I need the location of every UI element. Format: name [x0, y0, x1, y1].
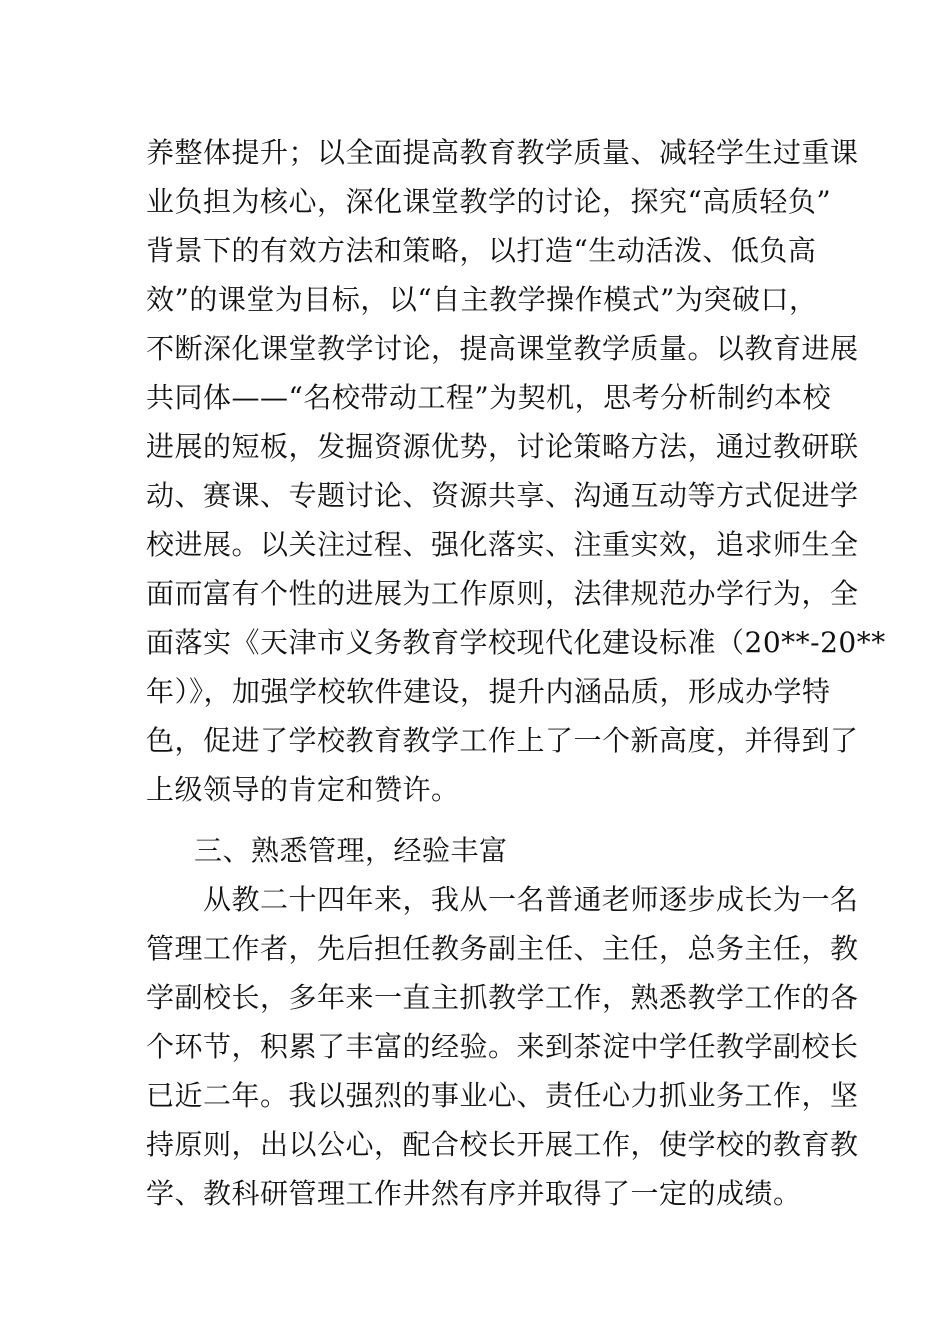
paragraph-line: 持原则，出以公心，配合校长开展工作，使学校的教育教 — [146, 1128, 859, 1161]
paragraph-line: 共同体——“名校带动工程”为契机，思考分析制约本校 — [146, 381, 832, 414]
paragraph-line: 校进展。以关注过程、强化落实、注重实效，追求师生全 — [146, 528, 859, 561]
paragraph-line: 进展的短板，发掘资源优势，讨论策略方法，通过教研联 — [146, 430, 859, 463]
section-heading-text: 三、熟悉管理，经验丰富 — [194, 834, 508, 867]
section-heading — [194, 826, 894, 875]
paragraph-line: 面而富有个性的进展为工作原则，法律规范办学行为，全 — [146, 577, 859, 610]
paragraph-line: 管理工作者，先后担任教务副主任、主任，总务主任，教 — [146, 932, 859, 965]
paragraph-line: 学副校长，多年来一直主抓教学工作，熟悉教学工作的各 — [146, 981, 859, 1014]
paragraph-line: 从教二十四年来，我从一名普通老师逐步成长为一名 — [146, 883, 859, 916]
paragraph-continued — [146, 128, 886, 814]
paragraph-line: 已近二年。我以强烈的事业心、责任心力抓业务工作，坚 — [146, 1079, 859, 1112]
paragraph-line: 年）》，加强学校软件建设，提升内涵品质，形成办学特 — [146, 675, 831, 708]
paragraph-line: 个环节，积累了丰富的经验。来到茶淀中学任教学副校长 — [146, 1030, 859, 1063]
paragraph-line: 色，促进了学校教育教学工作上了一个新高度，并得到了 — [146, 724, 859, 757]
paragraph-line: 效”的课堂为目标，以“自主教学操作模式”为突破口， — [146, 283, 818, 316]
paragraph-line: 养整体提升；以全面提高教育教学质量、减轻学生过重课 — [146, 136, 859, 169]
paragraph-line: 动、赛课、专题讨论、资源共享、沟通互动等方式促进学 — [146, 479, 859, 512]
paragraph-line: 上级领导的肯定和赞许。 — [146, 773, 460, 806]
paragraph-management — [146, 875, 859, 1218]
paragraph-line: 不断深化课堂教学讨论，提高课堂教学质量。以教育进展 — [146, 332, 859, 365]
paragraph-line: 业负担为核心，深化课堂教学的讨论，探究“高质轻负” — [146, 185, 832, 218]
paragraph-line: 学、教科研管理工作井然有序并取得了一定的成绩。 — [146, 1177, 802, 1210]
paragraph-line: 面落实《天津市义务教育学校现代化建设标准（20**-20** — [146, 626, 886, 659]
paragraph-line: 背景下的有效方法和策略，以打造“生动活泼、低负高 — [146, 234, 817, 267]
